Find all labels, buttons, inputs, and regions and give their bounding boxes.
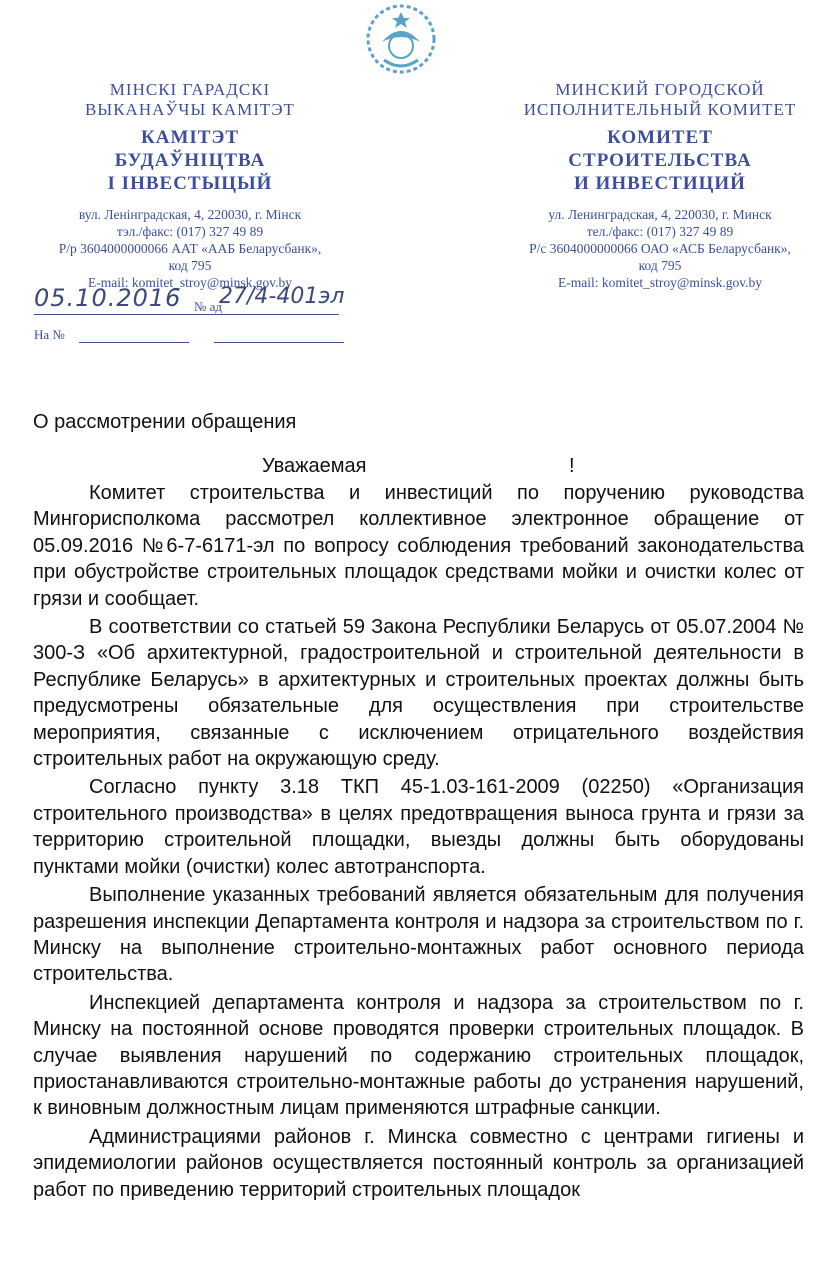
- paragraph: Выполнение указанных требований является обязательным для получения разрешения инспекции Департамента контроля и надзора за строительством по г. Минску на выполнение строительно-монтажных работ основного периода строительства.: [33, 884, 804, 986]
- letterhead-russian: [495, 80, 825, 291]
- reference-date-blank: [214, 342, 344, 343]
- salutation: Уважаемая: [262, 455, 367, 477]
- address-line: вул. Ленінградская, 4, 220030, г. Мінск: [78, 207, 302, 222]
- registration-block: [34, 282, 354, 352]
- committee-line: БУДАЎНІЦТВА: [114, 150, 266, 171]
- address-line: ул. Ленинградская, 4, 220030, г. Минск: [548, 207, 772, 222]
- paragraph: Согласно пункту 3.18 ТКП 45-1.03-161-2009 (02250) «Организация строительного производства» в целях предотвращения выноса грунта и грязи за территорию строительной площадки, выезды должны быть оборудованы пунктами мойки (очистки) колес автотранспорта.: [33, 776, 804, 878]
- paragraph: Инспекцией департамента контроля и надзора за строительством по г. Минску на постоянной основе проводятся проверки строительных площадок. В случае выявления нарушений по содержанию строительных площадок, приостанавливаются строительно-монтажные работы до устранения нарушений, к виновным должностным лицам применяются штрафные санкции.: [33, 991, 804, 1120]
- email-line: E-mail: komitet_stroy@minsk.gov.by: [558, 275, 762, 290]
- paragraph: Администрациями районов г. Минска совместно с центрами гигиены и эпидемиологии районов осуществляется постоянный контроль за организацией работ по приведению территорий строительных площадок: [33, 1125, 804, 1201]
- committee-line: І ІНВЕСТЫЦЫЙ: [107, 173, 273, 194]
- org-line: МІНСКІ ГАРАДСКІ: [109, 80, 271, 99]
- reference-number-blank: [79, 342, 189, 343]
- city-executive-committee-ru: [495, 80, 825, 120]
- bank-account-line: Р/р 3604000000066 ААТ «ААБ Беларусбанк»,: [58, 241, 322, 256]
- number-label: № ад: [194, 299, 223, 314]
- org-line: ВЫКАНАЎЧЫ КАМІТЭТ: [85, 100, 295, 119]
- contact-info-be: [30, 206, 350, 291]
- contact-info-ru: [495, 206, 825, 291]
- committee-line: КАМІТЭТ: [140, 127, 240, 148]
- org-line: ИСПОЛНИТЕЛЬНЫЙ КОМИТЕТ: [523, 100, 797, 119]
- org-line: МИНСКИЙ ГОРОДСКОЙ: [555, 80, 765, 99]
- phone-line: тэл./факс: (017) 327 49 89: [116, 224, 264, 239]
- city-executive-committee-be: [30, 80, 350, 120]
- handwritten-date: 05.10.2016: [34, 284, 182, 312]
- email-line: E-mail: komitet_stroy@minsk.gov.by: [88, 275, 292, 290]
- phone-line: тел./факс: (017) 327 49 89: [586, 224, 734, 239]
- paragraph: В соответствии со статьей 59 Закона Республики Беларусь от 05.07.2004 № 300-З «Об архитектурной, градостроительной и строительной деятельности в Республике Беларусь» в архитектурных и строительных проектах должны быть предусмотрены обязательные для осуществления при строительстве мероприятия, связанные с исключением отрицательного воздействия строительных работ на окружающую среду.: [33, 616, 804, 771]
- committee-line: КОМИТЕТ: [607, 127, 713, 148]
- state-emblem: [364, 2, 438, 76]
- bank-code-line: код 795: [168, 258, 212, 273]
- committee-name-be: [30, 126, 350, 195]
- salutation-end: !: [569, 455, 575, 477]
- bank-account-line: Р/с 3604000000066 ОАО «АСБ Беларусбанк»,: [529, 241, 791, 256]
- letter-body: [33, 480, 804, 1205]
- paragraph: Комитет строительства и инвестиций по поручению руководства Мингорисполкома рассмотрел коллективное электронное обращение от 05.09.2016 №6-7-6171-эл по вопросу соблюдения требований законодательства при обустройстве строительных площадок средствами мойки и очистки колес от грязи и сообщает.: [33, 482, 804, 610]
- letterhead-belarusian: [30, 80, 350, 291]
- committee-line: СТРОИТЕЛЬСТВА: [568, 150, 752, 171]
- committee-name-ru: [495, 126, 825, 195]
- bank-code-line: код 795: [638, 258, 682, 273]
- letter-subject: О рассмотрении обращения: [33, 411, 297, 433]
- reference-number-label: На №: [34, 327, 65, 342]
- date-number-underline: [34, 314, 339, 315]
- committee-line: И ИНВЕСТИЦИЙ: [574, 173, 746, 194]
- handwritten-outgoing-number: 27/4-401эл: [219, 284, 345, 309]
